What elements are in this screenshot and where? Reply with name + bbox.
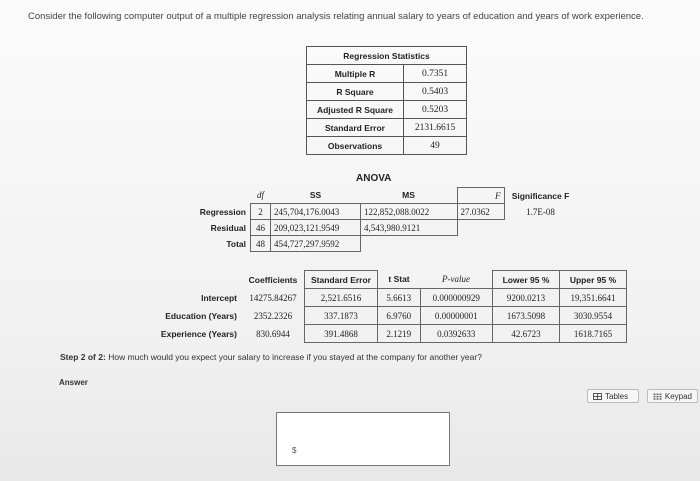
coef-cell: 391.4868 (305, 325, 378, 343)
coef-header-p-value: P-value (442, 274, 470, 285)
coef-cell: 337.1873 (305, 307, 378, 325)
coef-cell: 6.9760 (378, 307, 421, 325)
coef-cell: 1618.7165 (560, 325, 627, 343)
stat-label: Multiple R (307, 65, 404, 83)
coef-cell: 0.0392633 (420, 325, 493, 343)
stat-value: 49 (404, 137, 467, 155)
anova-cell: 27.0362 (457, 204, 504, 220)
coef-cell: 2.1219 (378, 325, 421, 343)
tables-button[interactable] (587, 389, 639, 403)
stat-label: R Square (307, 83, 404, 101)
coef-cell: 1673.5098 (493, 307, 560, 325)
anova-cell: 122,852,088.0022 (361, 204, 458, 220)
answer-input[interactable] (276, 412, 450, 466)
anova-row-label: Residual (210, 222, 246, 233)
coef-row-label: Experience (Years) (160, 328, 237, 339)
coef-cell: 830.6944 (256, 328, 290, 339)
coef-row-label: Intercept (201, 292, 237, 303)
coef-cell: 0.000000929 (420, 289, 493, 307)
keypad-button[interactable] (647, 389, 698, 403)
anova-cell (504, 236, 577, 252)
anova-cell (457, 236, 504, 252)
coef-cell: 14275.84267 (249, 292, 297, 303)
question-text: Consider the following computer output of a multiple regression analysis relating annual salary to years of education and years of work experience. (28, 11, 644, 22)
anova-header-significance: Significance F (511, 190, 570, 201)
anova-row-label: Total (226, 238, 246, 249)
anova-cell: 48 (251, 236, 271, 252)
coef-header-upper-95: Upper 95 % (560, 271, 627, 289)
coef-cell: 42.6723 (493, 325, 560, 343)
table-icon (593, 393, 602, 400)
anova-header-df: df (256, 190, 264, 201)
step-prompt: Step 2 of 2: How much would you expect your salary to increase if you stayed at the company for another year? (60, 352, 482, 362)
coef-header-coefficients: Coefficients (248, 274, 298, 285)
stat-label: Standard Error (307, 119, 404, 137)
coef-cell: 2,521.6516 (305, 289, 378, 307)
answer-label: Answer (59, 378, 88, 387)
step-label: Step 2 of 2 (60, 352, 103, 362)
anova-row-label: Regression (199, 206, 246, 217)
keypad-icon (653, 393, 662, 400)
stat-value: 2131.6615 (404, 119, 467, 137)
anova-header-ss: SS (309, 190, 322, 201)
anova-cell: 209,023,121.9549 (271, 220, 361, 236)
anova-cell: 245,704,176.0043 (271, 204, 361, 220)
stat-value: 0.7351 (404, 65, 467, 83)
regression-statistics-title: Regression Statistics (307, 47, 467, 65)
coef-header-standard-error: Standard Error (305, 271, 378, 289)
anova-header-f: F (457, 188, 504, 204)
currency-symbol: $ (292, 446, 297, 455)
anova-cell (504, 220, 577, 236)
coef-cell: 9200.0213 (493, 289, 560, 307)
anova-cell (361, 236, 458, 252)
anova-cell: 1.7E-08 (526, 206, 555, 217)
coef-row-label: Education (Years) (165, 310, 237, 321)
coef-cell: 2352.2326 (253, 310, 293, 321)
regression-statistics-table (306, 46, 467, 155)
anova-cell: 454,727,297.9592 (271, 236, 361, 252)
coef-cell: 0.00000001 (420, 307, 493, 325)
anova-cell (457, 220, 504, 236)
coef-cell: 3030.9554 (560, 307, 627, 325)
anova-table (193, 187, 577, 252)
coef-header-t-stat: t Stat (388, 274, 410, 285)
coef-cell: 5.6613 (378, 289, 421, 307)
anova-header-ms: MS (402, 190, 415, 201)
coef-cell: 19,351.6641 (560, 289, 627, 307)
stat-label: Observations (307, 137, 404, 155)
anova-cell: 4,543,980.9121 (361, 220, 458, 236)
tables-button-label: Tables (605, 391, 629, 401)
keypad-button-label: Keypad (664, 391, 692, 401)
anova-cell: 46 (251, 220, 271, 236)
coef-header-lower-95: Lower 95 % (493, 271, 560, 289)
anova-cell: 2 (251, 204, 271, 220)
anova-title: ANOVA (356, 173, 392, 184)
stat-value: 0.5203 (404, 101, 467, 119)
stat-label: Adjusted R Square (307, 101, 404, 119)
step-text: How much would you expect your salary to increase if you stayed at the company for another year? (108, 352, 482, 362)
coefficients-table (148, 270, 627, 343)
stat-value: 0.5403 (404, 83, 467, 101)
